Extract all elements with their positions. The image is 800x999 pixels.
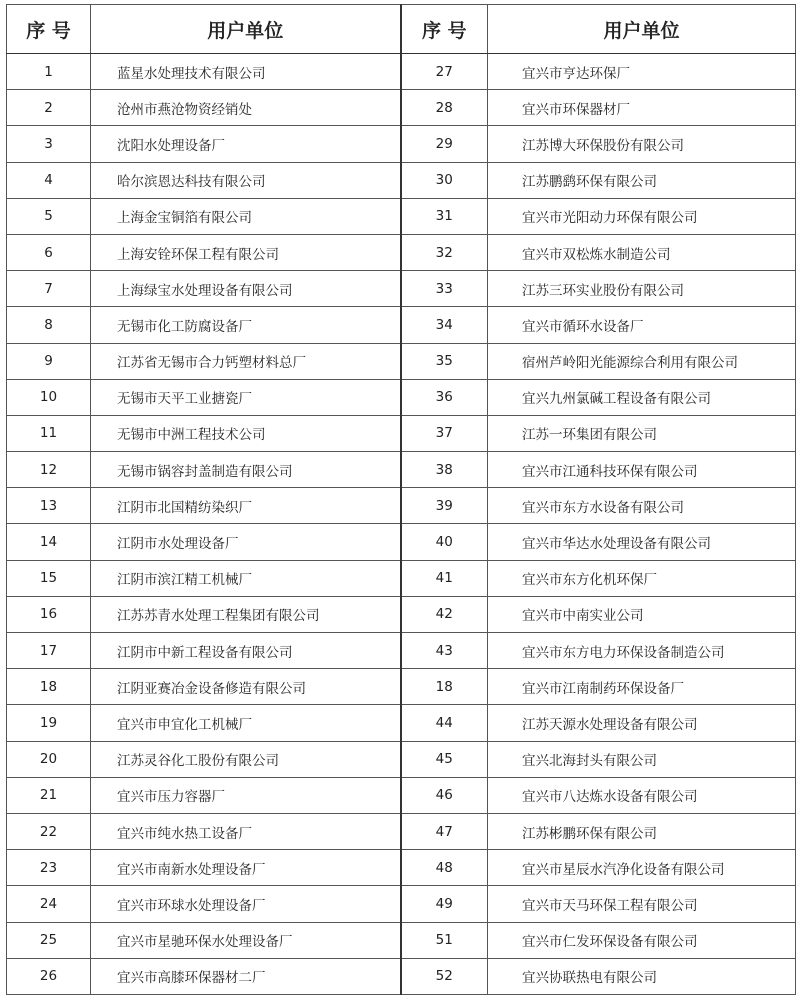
serial-number-right: 43 bbox=[401, 633, 488, 669]
user-unit-left: 江阴市水处理设备厂 bbox=[91, 524, 401, 560]
header-user-unit-right: 用户单位 bbox=[488, 5, 796, 54]
user-unit-left: 哈尔滨恩达科技有限公司 bbox=[91, 162, 401, 198]
serial-number-right: 27 bbox=[401, 54, 488, 90]
user-unit-right: 宜兴市江通科技环保有限公司 bbox=[488, 452, 796, 488]
table-row bbox=[7, 198, 796, 234]
table-row bbox=[7, 560, 796, 596]
user-unit-left: 沈阳水处理设备厂 bbox=[91, 126, 401, 162]
user-unit-left: 上海绿宝水处理设备有限公司 bbox=[91, 271, 401, 307]
serial-number-left: 4 bbox=[7, 162, 91, 198]
user-unit-left: 沧州市燕沧物资经销处 bbox=[91, 90, 401, 126]
table-row bbox=[7, 234, 796, 270]
user-unit-right: 宜兴市星辰水汽净化设备有限公司 bbox=[488, 850, 796, 886]
user-unit-right: 宜兴市天马环保工程有限公司 bbox=[488, 886, 796, 922]
table-row bbox=[7, 777, 796, 813]
table-row bbox=[7, 162, 796, 198]
user-unit-right: 宜兴市双松炼水制造公司 bbox=[488, 234, 796, 270]
serial-number-right: 42 bbox=[401, 596, 488, 632]
table-row bbox=[7, 126, 796, 162]
table-row bbox=[7, 54, 796, 90]
serial-number-right: 37 bbox=[401, 415, 488, 451]
user-unit-left: 江阴市北国精纺染织厂 bbox=[91, 488, 401, 524]
serial-number-left: 25 bbox=[7, 922, 91, 958]
serial-number-left: 14 bbox=[7, 524, 91, 560]
user-unit-right: 宜兴北海封头有限公司 bbox=[488, 741, 796, 777]
table-row bbox=[7, 488, 796, 524]
user-unit-left: 宜兴市高膝环保器材二厂 bbox=[91, 958, 401, 994]
serial-number-right: 47 bbox=[401, 813, 488, 849]
user-unit-left: 宜兴市申宜化工机械厂 bbox=[91, 705, 401, 741]
table-row bbox=[7, 452, 796, 488]
serial-number-right: 28 bbox=[401, 90, 488, 126]
table-row bbox=[7, 958, 796, 994]
user-unit-left: 上海安铨环保工程有限公司 bbox=[91, 234, 401, 270]
serial-number-left: 20 bbox=[7, 741, 91, 777]
table-row bbox=[7, 271, 796, 307]
serial-number-left: 22 bbox=[7, 813, 91, 849]
serial-number-left: 3 bbox=[7, 126, 91, 162]
serial-number-left: 6 bbox=[7, 234, 91, 270]
serial-number-left: 19 bbox=[7, 705, 91, 741]
user-unit-right: 宜兴市亨达环保厂 bbox=[488, 54, 796, 90]
serial-number-left: 1 bbox=[7, 54, 91, 90]
table-row bbox=[7, 343, 796, 379]
serial-number-right: 39 bbox=[401, 488, 488, 524]
serial-number-left: 12 bbox=[7, 452, 91, 488]
serial-number-right: 29 bbox=[401, 126, 488, 162]
serial-number-left: 15 bbox=[7, 560, 91, 596]
user-unit-right: 宜兴市光阳动力环保有限公司 bbox=[488, 198, 796, 234]
serial-number-right: 32 bbox=[401, 234, 488, 270]
user-unit-right: 江苏三环实业股份有限公司 bbox=[488, 271, 796, 307]
user-unit-left: 无锡市天平工业搪瓷厂 bbox=[91, 379, 401, 415]
user-unit-right: 江苏彬鹏环保有限公司 bbox=[488, 813, 796, 849]
serial-number-left: 7 bbox=[7, 271, 91, 307]
user-unit-left: 江苏省无锡市合力钙塑材料总厂 bbox=[91, 343, 401, 379]
user-unit-left: 宜兴市压力容器厂 bbox=[91, 777, 401, 813]
serial-number-right: 38 bbox=[401, 452, 488, 488]
user-unit-right: 宜兴市东方水设备有限公司 bbox=[488, 488, 796, 524]
user-unit-right: 宜兴市八达炼水设备有限公司 bbox=[488, 777, 796, 813]
user-unit-table bbox=[6, 4, 796, 995]
serial-number-left: 9 bbox=[7, 343, 91, 379]
table-row bbox=[7, 669, 796, 705]
user-unit-right: 宜兴九州氯碱工程设备有限公司 bbox=[488, 379, 796, 415]
serial-number-right: 31 bbox=[401, 198, 488, 234]
user-unit-right: 宜兴市东方化机环保厂 bbox=[488, 560, 796, 596]
serial-number-right: 48 bbox=[401, 850, 488, 886]
serial-number-right: 51 bbox=[401, 922, 488, 958]
serial-number-right: 36 bbox=[401, 379, 488, 415]
serial-number-left: 24 bbox=[7, 886, 91, 922]
user-unit-right: 宜兴市华达水处理设备有限公司 bbox=[488, 524, 796, 560]
serial-number-right: 34 bbox=[401, 307, 488, 343]
table-row bbox=[7, 307, 796, 343]
table-row bbox=[7, 850, 796, 886]
user-unit-right: 江苏鹏鹞环保有限公司 bbox=[488, 162, 796, 198]
user-unit-left: 蓝星水处理技术有限公司 bbox=[91, 54, 401, 90]
table-body bbox=[7, 54, 796, 995]
header-serial-number-right: 序 号 bbox=[401, 5, 488, 54]
user-unit-left: 江阴市中新工程设备有限公司 bbox=[91, 633, 401, 669]
user-unit-right: 江苏博大环保股份有限公司 bbox=[488, 126, 796, 162]
serial-number-left: 13 bbox=[7, 488, 91, 524]
serial-number-right: 52 bbox=[401, 958, 488, 994]
user-unit-left: 宜兴市纯水热工设备厂 bbox=[91, 813, 401, 849]
serial-number-left: 8 bbox=[7, 307, 91, 343]
table-row bbox=[7, 922, 796, 958]
table-row bbox=[7, 524, 796, 560]
user-unit-left: 上海金宝铜箔有限公司 bbox=[91, 198, 401, 234]
user-unit-right: 宜兴市江南制药环保设备厂 bbox=[488, 669, 796, 705]
serial-number-right: 40 bbox=[401, 524, 488, 560]
serial-number-left: 2 bbox=[7, 90, 91, 126]
serial-number-right: 45 bbox=[401, 741, 488, 777]
table-row bbox=[7, 379, 796, 415]
user-unit-right: 宿州芦岭阳光能源综合利用有限公司 bbox=[488, 343, 796, 379]
user-unit-right: 江苏天源水处理设备有限公司 bbox=[488, 705, 796, 741]
serial-number-right: 49 bbox=[401, 886, 488, 922]
user-unit-right: 宜兴市仁发环保设备有限公司 bbox=[488, 922, 796, 958]
user-unit-left: 江阴市滨江精工机械厂 bbox=[91, 560, 401, 596]
serial-number-right: 30 bbox=[401, 162, 488, 198]
table-row bbox=[7, 741, 796, 777]
serial-number-left: 5 bbox=[7, 198, 91, 234]
user-unit-right: 宜兴市循环水设备厂 bbox=[488, 307, 796, 343]
table-row bbox=[7, 90, 796, 126]
user-unit-left: 无锡市中洲工程技术公司 bbox=[91, 415, 401, 451]
user-unit-left: 江苏苏青水处理工程集团有限公司 bbox=[91, 596, 401, 632]
serial-number-left: 11 bbox=[7, 415, 91, 451]
user-unit-left: 无锡市锅容封盖制造有限公司 bbox=[91, 452, 401, 488]
table-header-row bbox=[7, 5, 796, 54]
serial-number-left: 17 bbox=[7, 633, 91, 669]
serial-number-right: 18 bbox=[401, 669, 488, 705]
serial-number-left: 10 bbox=[7, 379, 91, 415]
serial-number-left: 21 bbox=[7, 777, 91, 813]
user-unit-left: 宜兴市星驰环保水处理设备厂 bbox=[91, 922, 401, 958]
serial-number-left: 23 bbox=[7, 850, 91, 886]
user-unit-left: 江阴亚赛冶金设备修造有限公司 bbox=[91, 669, 401, 705]
user-unit-left: 无锡市化工防腐设备厂 bbox=[91, 307, 401, 343]
table-row bbox=[7, 813, 796, 849]
user-unit-right: 宜兴市东方电力环保设备制造公司 bbox=[488, 633, 796, 669]
serial-number-right: 33 bbox=[401, 271, 488, 307]
serial-number-left: 26 bbox=[7, 958, 91, 994]
serial-number-left: 18 bbox=[7, 669, 91, 705]
serial-number-right: 41 bbox=[401, 560, 488, 596]
table-row bbox=[7, 415, 796, 451]
serial-number-right: 44 bbox=[401, 705, 488, 741]
serial-number-right: 35 bbox=[401, 343, 488, 379]
header-user-unit-left: 用户单位 bbox=[91, 5, 401, 54]
table-row bbox=[7, 596, 796, 632]
user-unit-left: 江苏灵谷化工股份有限公司 bbox=[91, 741, 401, 777]
user-unit-right: 宜兴市环保器材厂 bbox=[488, 90, 796, 126]
user-unit-left: 宜兴市南新水处理设备厂 bbox=[91, 850, 401, 886]
user-unit-right: 江苏一环集团有限公司 bbox=[488, 415, 796, 451]
table-row bbox=[7, 886, 796, 922]
table-row bbox=[7, 633, 796, 669]
user-unit-right: 宜兴市中南实业公司 bbox=[488, 596, 796, 632]
header-serial-number-left: 序 号 bbox=[7, 5, 91, 54]
user-unit-right: 宜兴协联热电有限公司 bbox=[488, 958, 796, 994]
user-unit-left: 宜兴市环球水处理设备厂 bbox=[91, 886, 401, 922]
serial-number-right: 46 bbox=[401, 777, 488, 813]
serial-number-left: 16 bbox=[7, 596, 91, 632]
table-row bbox=[7, 705, 796, 741]
